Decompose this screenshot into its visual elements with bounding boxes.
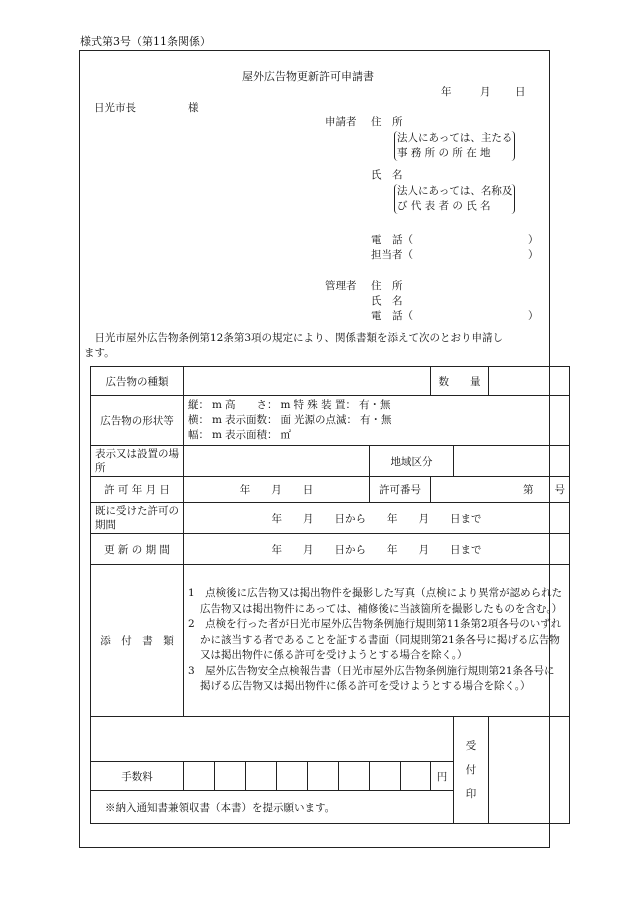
attachment-item: 3 屋外広告物安全点検報告書（日光市屋外広告物条例施行規則第21条各号に掲げる広告物又は掲出物件に係る許可を受けようとする場合を除く。） (188, 664, 555, 693)
fee-digit[interactable] (308, 762, 339, 791)
fee-digit[interactable] (370, 762, 401, 791)
location-value (184, 446, 370, 477)
manager-label: 管理者 (325, 280, 357, 292)
fee-digit[interactable] (277, 762, 308, 791)
shape-label: 広告物の形状等 (91, 396, 184, 446)
yen-label: 円 (431, 762, 454, 791)
table-row-permit (91, 477, 570, 503)
applicant-contact-label: 担当者（ (371, 249, 413, 261)
applicant-name-label: 氏 名 (371, 169, 403, 181)
name-note-line-2: び 代 表 者 の 氏 名 (397, 200, 491, 212)
fee-digit[interactable] (401, 762, 431, 791)
address-note-line-1: 法人にあっては、主たる (397, 132, 513, 144)
area-value (454, 446, 570, 477)
fee-digit[interactable] (215, 762, 246, 791)
manager-address-label: 住 所 (371, 280, 403, 292)
statement-line-2: ます。 (84, 347, 115, 359)
permit-number-label: 許可番号 (370, 477, 431, 503)
applicant-contact-close: ） (528, 249, 539, 261)
attachments-list (184, 565, 570, 717)
fee-note: ※納入通知書兼領収書（本書）を提示願います。 (91, 791, 454, 824)
shape-line-2: 横： m 表示面数： 面 光源の点滅： 有・無 (188, 414, 392, 426)
table-row-fee-top (91, 717, 570, 762)
kind-value (184, 367, 431, 396)
applicant-phone-label: 電 話（ (371, 234, 413, 246)
permit-date-label: 許 可 年 月 日 (91, 477, 184, 503)
table-row-renewal-period (91, 534, 570, 565)
renewal-period-label: 更 新 の 期 間 (91, 534, 184, 565)
form-title: 屋外広告物更新許可申請書 (242, 70, 374, 83)
shape-line-1: 縦： m 高 さ： m 特 殊 装 置： 有・無 (188, 399, 391, 411)
prior-period-label: 既に受けた許可の期間 (91, 503, 184, 534)
location-label: 表示又は設置の場所 (91, 446, 184, 477)
manager-phone-close: ） (528, 310, 539, 322)
name-note-line-1: 法人にあっては、名称及 (397, 185, 513, 197)
attachment-item: 1 点検後に広告物又は掲出物件を撮影した写真（点検により異常が認められた広告物又は掲出物件にあっては、補修後に当該箇所を撮影したものを含む。） (188, 587, 563, 615)
addressee-name: 日光市長 (94, 102, 136, 114)
manager-name-label: 氏 名 (371, 295, 403, 307)
applicant-address-note (394, 131, 515, 161)
application-table (90, 366, 570, 824)
fee-digit[interactable] (184, 762, 215, 791)
addressee-honorific: 様 (188, 102, 199, 114)
table-row-attachments (91, 565, 570, 717)
fee-digit[interactable] (339, 762, 370, 791)
renewal-period-value: 年 月 日から 年 月 日まで (184, 534, 570, 565)
fee-digit[interactable] (246, 762, 277, 791)
table-row-prior-period (91, 503, 570, 534)
applicant-address-label: 住 所 (371, 116, 403, 128)
fee-label: 手数料 (91, 762, 184, 791)
applicant-label: 申請者 (325, 116, 357, 128)
date-month: 月 (480, 86, 491, 98)
quantity-value (489, 367, 570, 396)
form-number: 様式第3号（第11条関係） (80, 35, 211, 48)
shape-line-3: 幅： m 表示面積： ㎡ (188, 429, 291, 441)
area-label: 地域区分 (370, 446, 454, 477)
statement-line-1: 日光市屋外広告物条例第12条第3項の規定により、関係書類を添えて次のとおり申請し (84, 332, 504, 344)
date-day: 日 (515, 86, 526, 98)
applicant-name-note (394, 184, 515, 214)
permit-number-value: 第 号 (431, 477, 570, 503)
applicant-phone-close: ） (528, 234, 539, 246)
table-row-kind (91, 367, 570, 396)
quantity-label: 数 量 (431, 367, 489, 396)
table-row-shape (91, 396, 570, 446)
attachments-label: 添 付 書 類 (91, 565, 184, 717)
address-note-line-2: 事 務 所 の 所 在 地 (397, 147, 491, 159)
manager-phone-label: 電 話（ (371, 310, 413, 322)
table-row-location (91, 446, 570, 477)
attachment-item: 2 点検を行った者が日光市屋外広告物条例施行規則第11条第2項各号のいずれかに該当する者であることを証する書面（同規則第21条各号に掲げる広告物又は掲出物件に係る許可を受けようとする場合を除く。） (188, 618, 562, 662)
shape-values (184, 396, 570, 446)
prior-period-value: 年 月 日から 年 月 日まで (184, 503, 570, 534)
permit-date-value: 年 月 日 (184, 477, 370, 503)
receipt-stamp-area (489, 717, 570, 824)
kind-label: 広告物の種類 (91, 367, 184, 396)
date-year: 年 (441, 86, 452, 98)
fee-top-blank (91, 717, 454, 762)
receipt-stamp-label: 受 付 印 (454, 717, 489, 824)
